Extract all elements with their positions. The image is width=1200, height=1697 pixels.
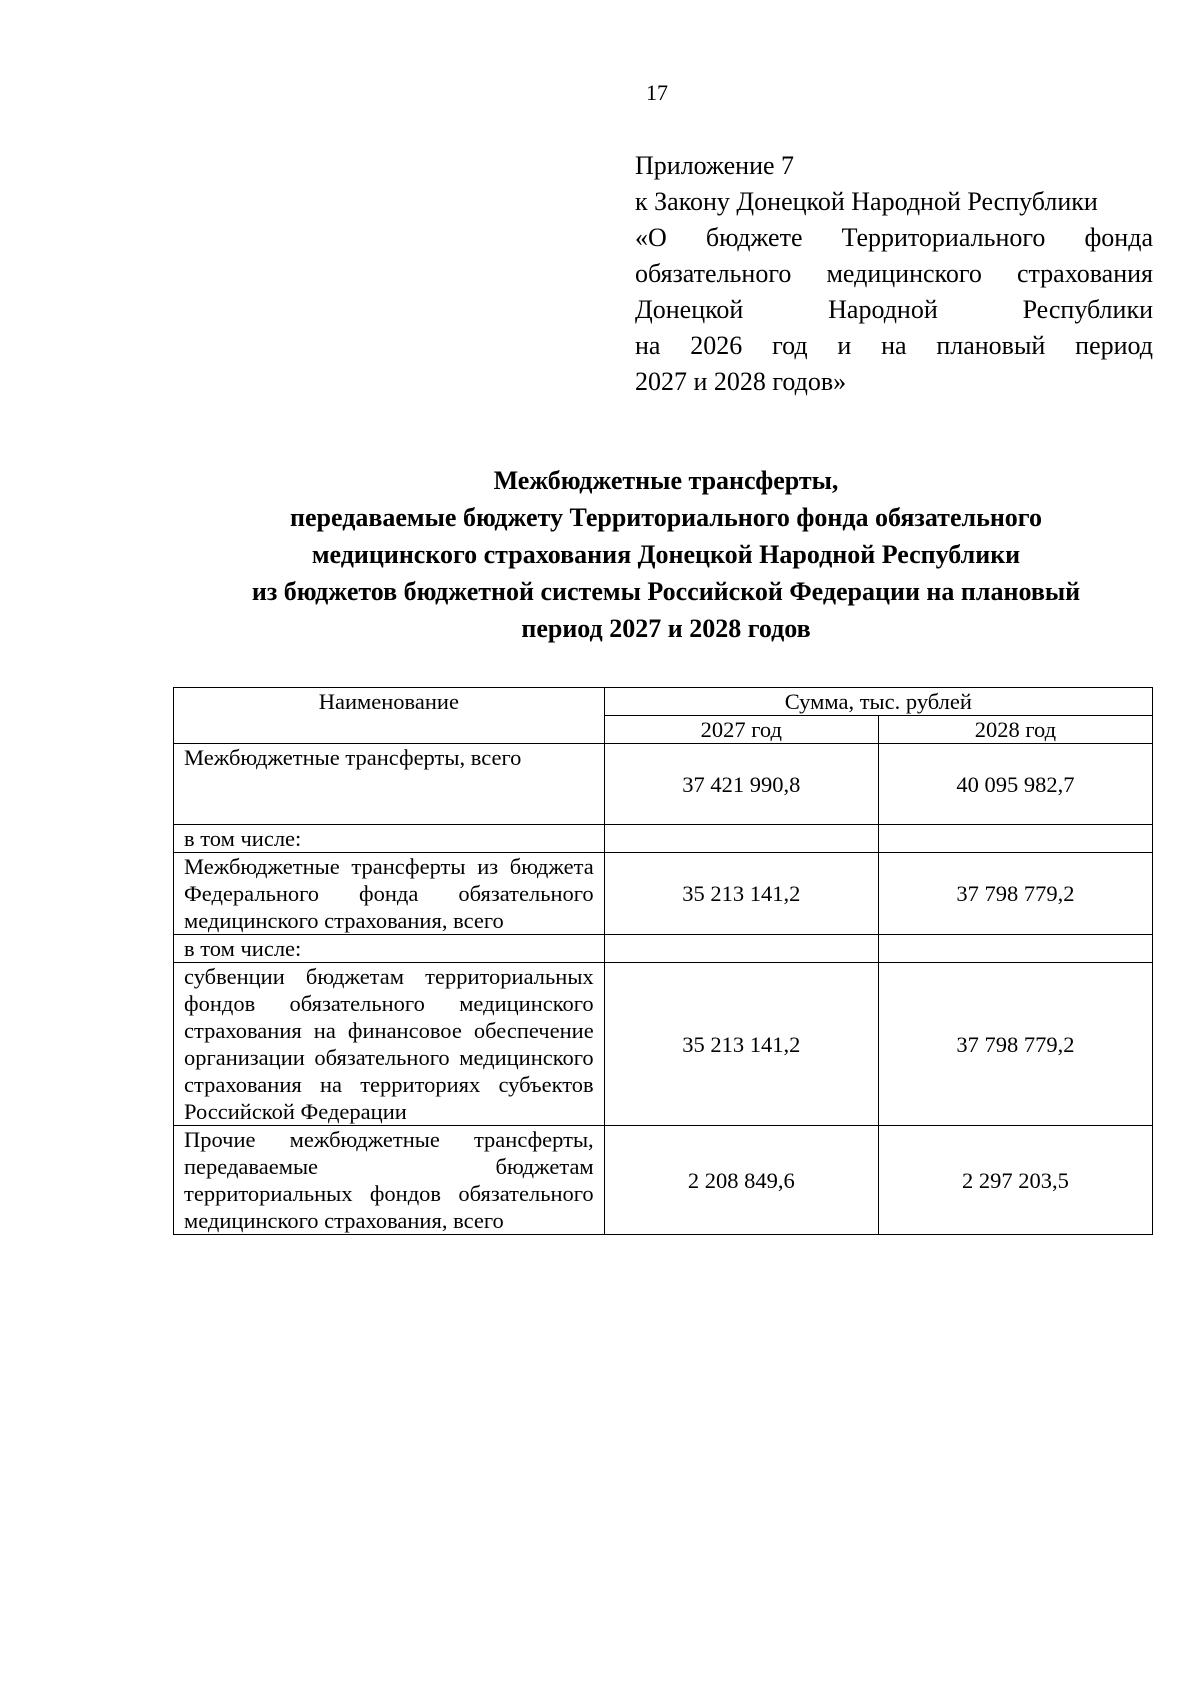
row-name: Межбюджетные трансферты из бюджета Федерального фонда обязательного медицинского страхования, всего xyxy=(174,853,605,935)
header-year-2027: 2027 год xyxy=(604,716,878,744)
row-value-2027 xyxy=(604,825,878,853)
document-title xyxy=(160,462,1172,647)
row-value-2028 xyxy=(878,825,1152,853)
title-line: передаваемые бюджету Территориального фонда обязательного xyxy=(290,503,1042,532)
transfers-table xyxy=(173,687,1153,1235)
row-value-2028: 2 297 203,5 xyxy=(878,1126,1152,1235)
table-header-row xyxy=(174,688,1153,716)
table-row xyxy=(174,1126,1153,1235)
title-line: медицинского страхования Донецкой Народной Республики xyxy=(311,540,1021,569)
appendix-line: Донецкой Народной Республики xyxy=(635,295,1153,324)
row-value-2027: 35 213 141,2 xyxy=(604,963,878,1126)
row-name: Межбюджетные трансферты, всего xyxy=(174,744,605,825)
title-line: из бюджетов бюджетной системы Российской Федерации на плановый xyxy=(251,577,1081,606)
row-value-2028: 37 798 779,2 xyxy=(878,853,1152,935)
appendix-line: к Закону Донецкой Народной Республики xyxy=(635,187,1098,216)
table-row xyxy=(174,935,1153,963)
table-row xyxy=(174,853,1153,935)
title-line: период 2027 и 2028 годов xyxy=(521,614,811,643)
appendix-line: Приложение 7 xyxy=(635,151,795,180)
appendix-line: на 2026 год и на плановый период xyxy=(635,331,1153,360)
row-name: в том числе: xyxy=(174,825,605,853)
row-value-2027: 37 421 990,8 xyxy=(604,744,878,825)
row-value-2028: 40 095 982,7 xyxy=(878,744,1152,825)
appendix-block xyxy=(635,148,1153,400)
header-sum: Сумма, тыс. рублей xyxy=(604,688,1152,716)
row-value-2027: 35 213 141,2 xyxy=(604,853,878,935)
row-value-2027: 2 208 849,6 xyxy=(604,1126,878,1235)
row-value-2028: 37 798 779,2 xyxy=(878,963,1152,1126)
appendix-line: 2027 и 2028 годов» xyxy=(635,367,847,396)
header-name: Наименование xyxy=(174,688,605,744)
row-value-2028 xyxy=(878,935,1152,963)
table-row xyxy=(174,825,1153,853)
title-line: Межбюджетные трансферты, xyxy=(493,466,839,495)
appendix-line: обязательного медицинского страхования xyxy=(635,259,1153,288)
table-row xyxy=(174,744,1153,825)
table-row xyxy=(174,963,1153,1126)
row-name: субвенции бюджетам территориальных фондов обязательного медицинского страхования на финансовое обеспечение организации обязательного медицинского страхования на территориях субъектов Российской Федерации xyxy=(174,963,605,1126)
row-name: Прочие межбюджетные трансферты, передаваемые бюджетам территориальных фондов обязательного медицинского страхования, всего xyxy=(174,1126,605,1235)
appendix-line: «О бюджете Территориального фонда xyxy=(635,223,1153,252)
header-year-2028: 2028 год xyxy=(878,716,1152,744)
row-name: в том числе: xyxy=(174,935,605,963)
row-value-2027 xyxy=(604,935,878,963)
page-number: 17 xyxy=(646,80,668,105)
